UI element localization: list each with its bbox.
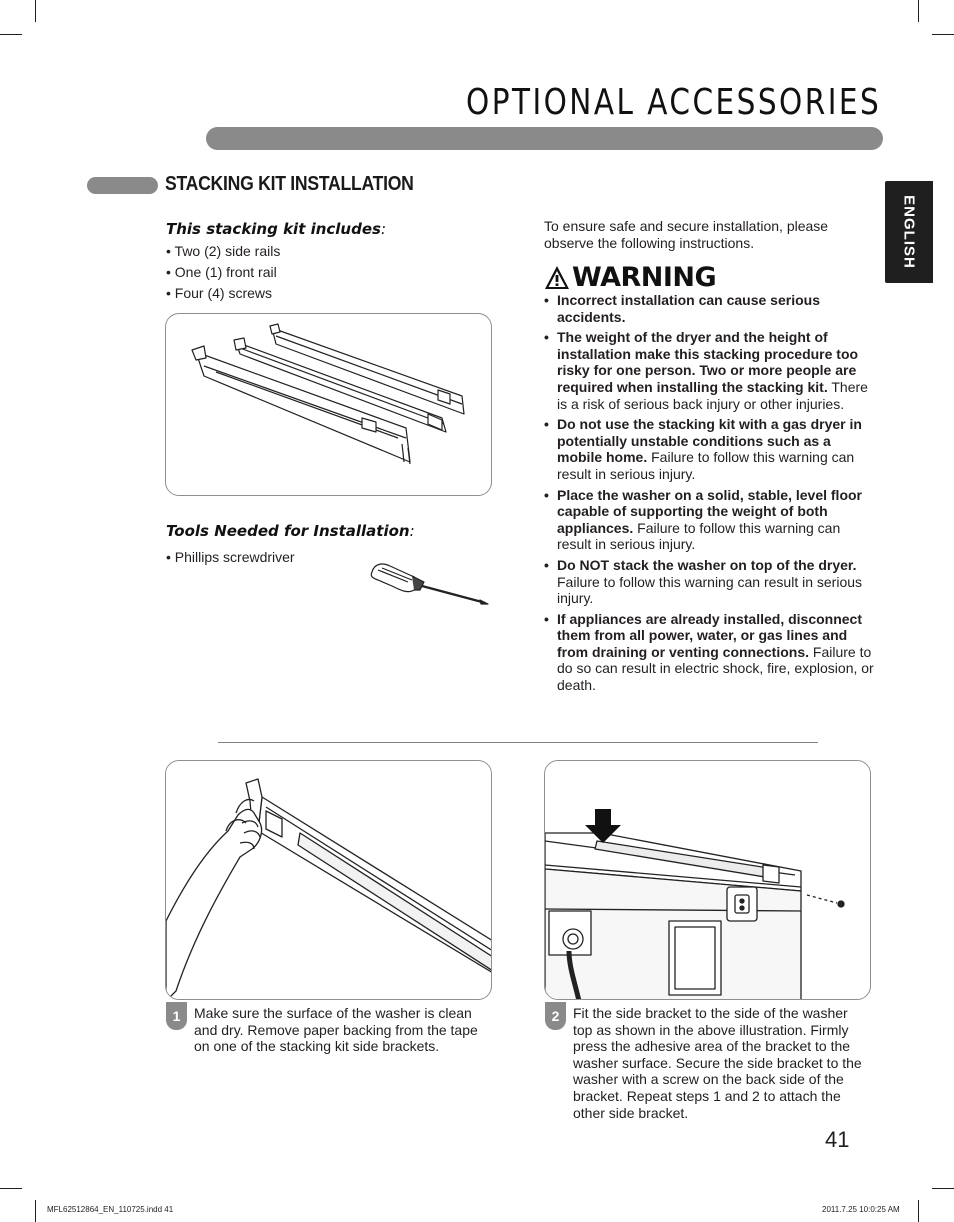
tools-heading: [166, 522, 415, 540]
language-tab: [885, 181, 933, 283]
step-1-figure: [165, 760, 492, 1000]
washer-bracket-illustration: [545, 761, 871, 1000]
title-bar: [206, 127, 883, 150]
page-title: OPTIONAL ACCESSORIES: [466, 82, 882, 123]
footer-file-info: MFL62512864_EN_110725.indd 41: [47, 1205, 174, 1214]
footer-timestamp: 2011.7.25 10:0:25 AM: [822, 1205, 900, 1214]
warning-item-text: Failure to do so can result in electric shock, fire, explosion, or death.: [557, 643, 874, 694]
warning-heading: [544, 262, 716, 293]
screwdriver-icon: [368, 560, 490, 608]
warning-item: [544, 487, 874, 553]
stacking-kit-rails-illustration: [166, 314, 492, 496]
warning-item-bold: Place the washer on a solid, stable, level floor capable of supporting the weight of both appliances.: [557, 486, 862, 536]
warning-item-bold: If appliances are already installed, disconnect them from all power, water, or gas lines and from draining or venting connections.: [557, 610, 863, 660]
section-pill: [87, 177, 158, 194]
crop-mark: [35, 1200, 36, 1222]
kit-heading-text: This stacking kit includes: [166, 220, 381, 238]
warning-item: [544, 557, 874, 607]
step-2-badge: 2: [545, 1002, 566, 1030]
warning-item-text: There is a risk of serious back injury or other injuries.: [557, 378, 868, 412]
crop-mark: [0, 34, 22, 35]
warning-item: [544, 416, 874, 482]
warning-item-bold: Do not use the stacking kit with a gas dryer in potentially unstable conditions such as a mobile home.: [557, 416, 862, 466]
tool-item: • Phillips screwdriver: [166, 549, 295, 565]
crop-mark: [918, 1200, 919, 1222]
warning-item-text: Failure to follow this warning can result in serious injury.: [557, 449, 855, 482]
section-divider: [218, 742, 818, 743]
kit-heading-colon: :: [380, 220, 387, 238]
step-2-text: Fit the side bracket to the side of the washer top as shown in the above illustration. Firmly press the adhesive area of the bracket to the washer surface. Secure the side bracket to the washer with a screw on the back side of the bracket. Repeat steps 1 and 2 to attach the other side bracket.: [573, 1005, 862, 1121]
step-2-figure: [544, 760, 871, 1000]
warning-intro: To ensure safe and secure installation, please observe the following instructions.: [544, 218, 829, 251]
section-title: STACKING KIT INSTALLATION: [165, 173, 414, 195]
crop-mark: [918, 0, 919, 22]
crop-mark: [0, 1188, 22, 1189]
warning-item-text: Failure to follow this warning can result in serious injury.: [557, 573, 863, 607]
crop-mark: [35, 0, 36, 22]
warning-item: [544, 329, 874, 412]
kit-heading: [166, 220, 386, 238]
crop-mark: [932, 34, 954, 35]
stacking-kit-figure: [165, 313, 492, 496]
warning-item-text: Failure to follow this warning can result in serious injury.: [557, 519, 841, 553]
warning-item-bold: Do NOT stack the washer on top of the dryer.: [557, 556, 857, 573]
warning-item-bold: Incorrect installation can cause serious accidents.: [557, 292, 820, 325]
step-1-badge: 1: [166, 1002, 187, 1030]
warning-item-bold: The weight of the dryer and the height of installation make this stacking procedure too risky for one person. Two or more people are required when installing the stacking kit.: [557, 329, 859, 395]
hand-peeling-tape-illustration: [166, 761, 492, 1000]
warning-item: [544, 611, 874, 694]
tools-heading-colon: :: [409, 522, 415, 540]
kit-item: • Four (4) screws: [166, 285, 273, 301]
language-tab-label: ENGLISH: [900, 195, 918, 269]
warning-label: WARNING: [572, 262, 717, 293]
warning-triangle-icon: [544, 265, 570, 291]
warning-list: [544, 292, 874, 698]
warning-item: [544, 292, 874, 325]
kit-item: • One (1) front rail: [166, 264, 277, 280]
page-number: 41: [825, 1127, 850, 1152]
crop-mark: [932, 1188, 954, 1189]
tools-heading-text: Tools Needed for Installation: [166, 522, 410, 540]
kit-item: • Two (2) side rails: [166, 243, 281, 259]
step-1-text: Make sure the surface of the washer is clean and dry. Remove paper backing from the tape on one of the stacking kit side brackets.: [194, 1005, 478, 1055]
